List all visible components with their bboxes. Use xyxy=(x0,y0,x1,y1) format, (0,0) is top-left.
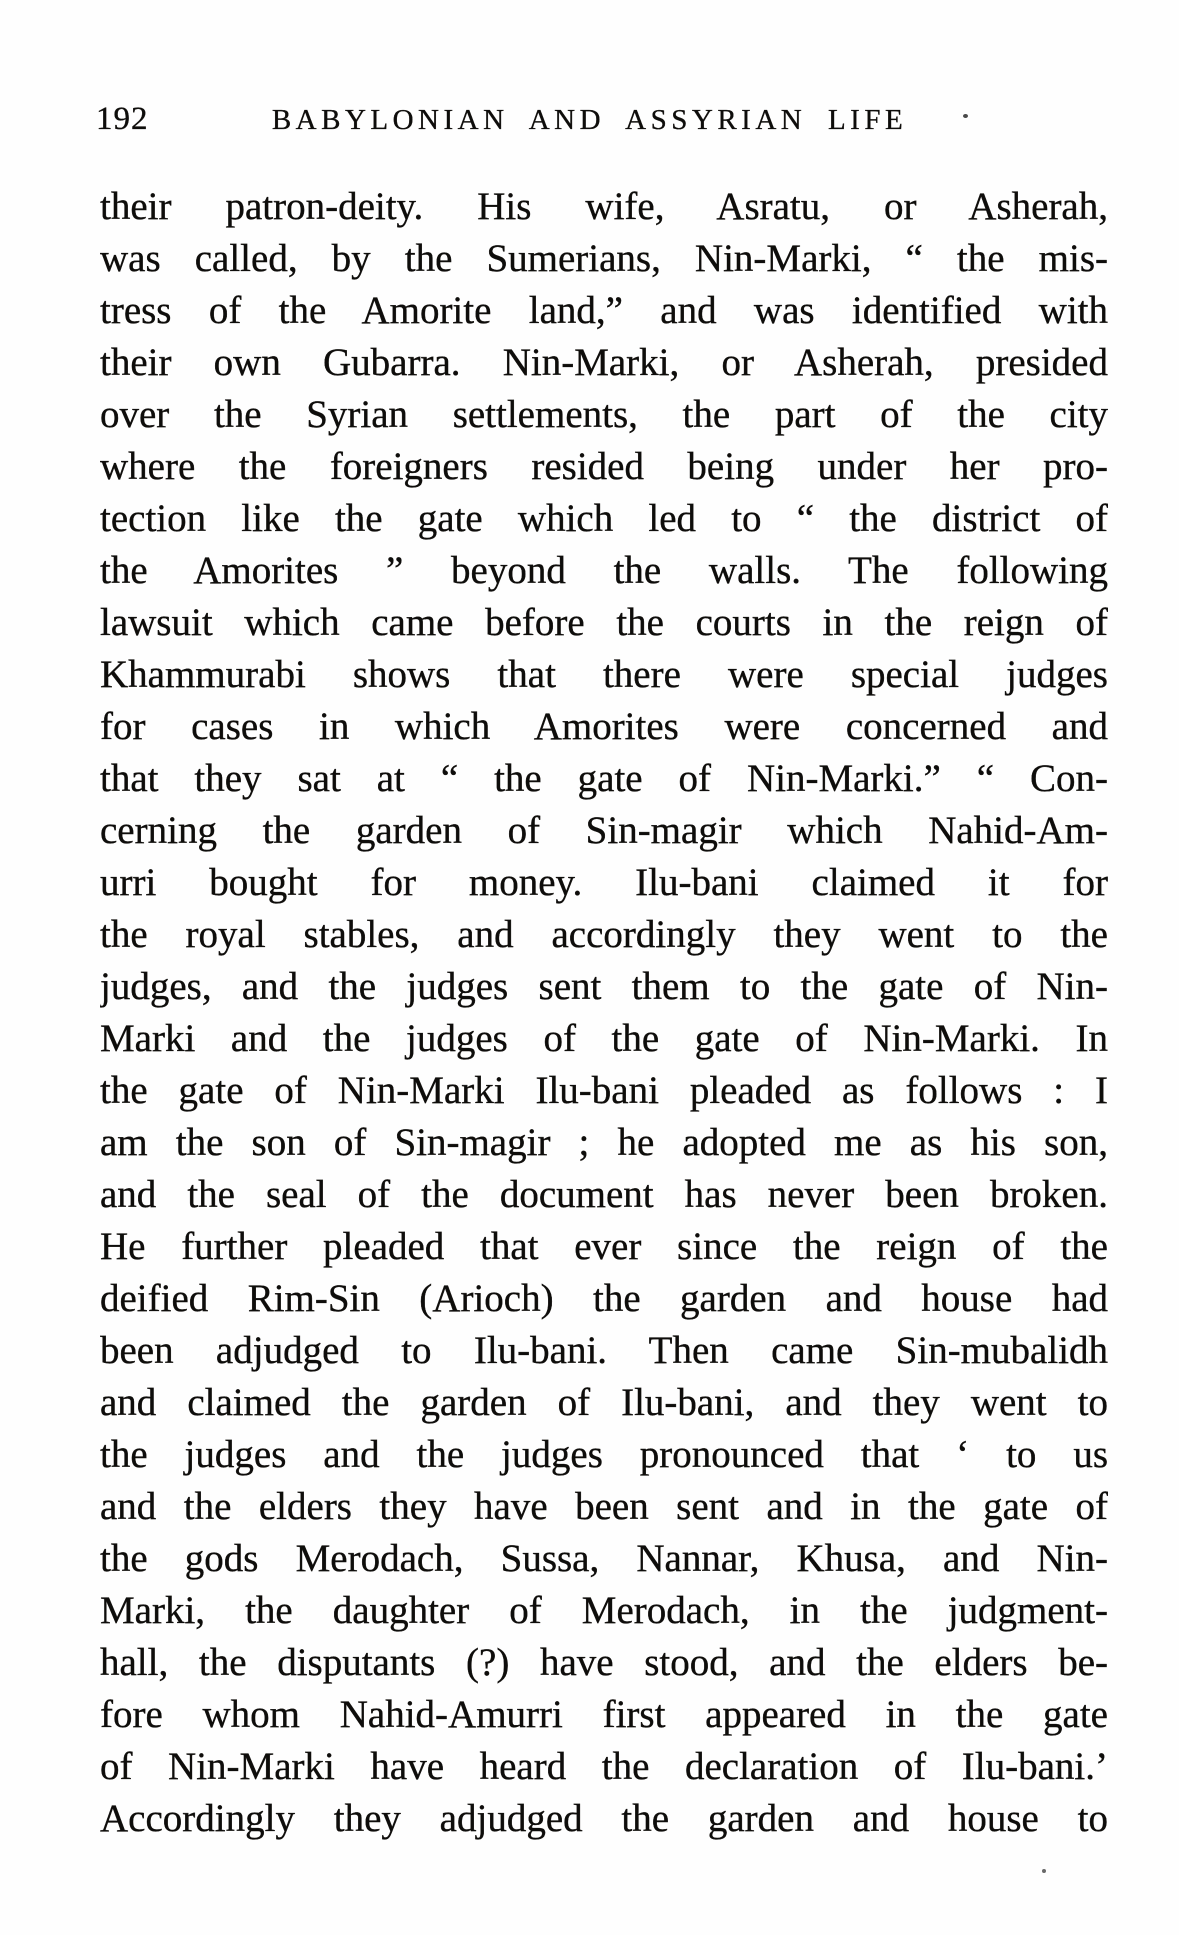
text-line: and the seal of the document has never been broken. xyxy=(100,1173,1108,1216)
text-line: their patron-deity. His wife, Asratu, or Asherah, xyxy=(100,185,1108,228)
scan-speck xyxy=(1042,1869,1046,1873)
text-line: that they sat at “ the gate of Nin-Marki.” “ Con- xyxy=(100,757,1108,800)
text-line: been adjudged to Ilu-bani. Then came Sin-mubalidh xyxy=(100,1329,1108,1372)
text-line: was called, by the Sumerians, Nin-Marki, “ the mis- xyxy=(100,237,1108,280)
text-line: am the son of Sin-magir ; he adopted me as his son, xyxy=(100,1121,1108,1164)
text-line: deified Rim-Sin (Arioch) the garden and house had xyxy=(100,1277,1108,1320)
page-number: 192 xyxy=(96,101,149,137)
text-line: Accordingly they adjudged the garden and house to xyxy=(100,1797,1108,1840)
text-line: the gate of Nin-Marki Ilu-bani pleaded as follows : I xyxy=(100,1069,1108,1112)
text-line: Khammurabi shows that there were special judges xyxy=(100,653,1108,696)
text-line: tection like the gate which led to “ the district of xyxy=(100,497,1108,540)
text-line: lawsuit which came before the courts in the reign of xyxy=(100,601,1108,644)
text-line: cerning the garden of Sin-magir which Nahid-Am- xyxy=(100,809,1108,852)
text-line: and the elders they have been sent and in the gate of xyxy=(100,1485,1108,1528)
text-line: for cases in which Amorites were concerned and xyxy=(100,705,1108,748)
text-line: the gods Merodach, Sussa, Nannar, Khusa, and Nin- xyxy=(100,1537,1108,1580)
text-line: of Nin-Marki have heard the declaration of Ilu-bani.’ xyxy=(100,1745,1108,1788)
text-line: where the foreigners resided being under her pro- xyxy=(100,445,1108,488)
text-line: judges, and the judges sent them to the gate of Nin- xyxy=(100,965,1108,1008)
text-line: the judges and the judges pronounced that ‘ to us xyxy=(100,1433,1108,1476)
running-header: BABYLONIAN AND ASSYRIAN LIFE xyxy=(271,104,908,136)
text-line: over the Syrian settlements, the part of the city xyxy=(100,393,1108,436)
body-text xyxy=(100,181,1108,1845)
text-line: Marki and the judges of the gate of Nin-Marki. In xyxy=(100,1017,1108,1060)
scan-speck xyxy=(963,114,968,118)
text-line: Marki, the daughter of Merodach, in the judgment- xyxy=(100,1589,1108,1632)
text-line: their own Gubarra. Nin-Marki, or Asherah, presided xyxy=(100,341,1108,384)
text-line: and claimed the garden of Ilu-bani, and they went to xyxy=(100,1381,1108,1424)
text-line: tress of the Amorite land,” and was identified with xyxy=(100,289,1108,332)
text-line: He further pleaded that ever since the reign of the xyxy=(100,1225,1108,1268)
text-line: the Amorites ” beyond the walls. The following xyxy=(100,549,1108,592)
text-line: the royal stables, and accordingly they went to the xyxy=(100,913,1108,956)
text-line: hall, the disputants (?) have stood, and the elders be- xyxy=(100,1641,1108,1684)
text-line: urri bought for money. Ilu-bani claimed it for xyxy=(100,861,1108,904)
text-line: fore whom Nahid-Amurri first appeared in the gate xyxy=(100,1693,1108,1736)
